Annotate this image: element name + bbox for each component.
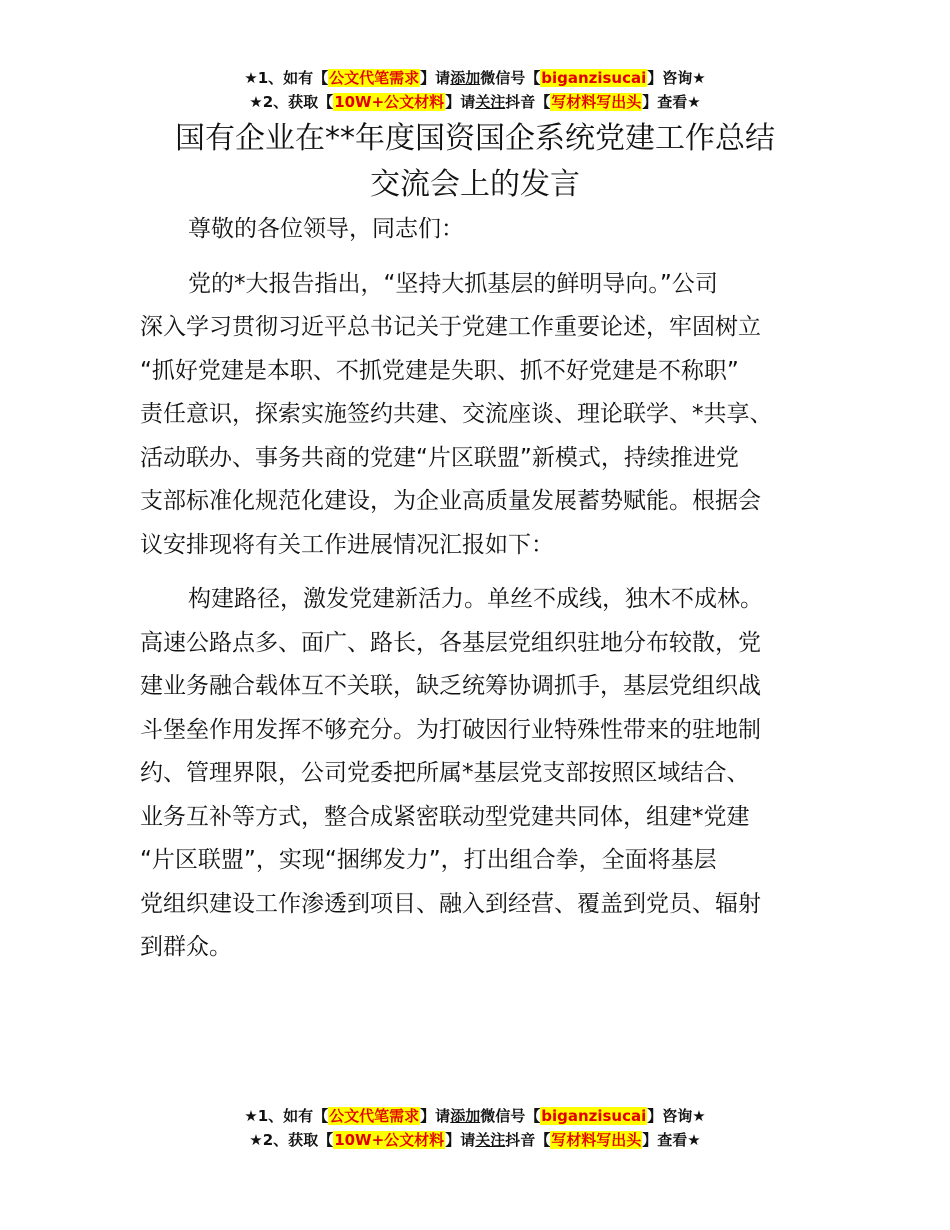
underlined-text: 添加 bbox=[450, 69, 481, 87]
banner-text: 】查看★ bbox=[642, 93, 701, 111]
banner-text: 微信号【 bbox=[480, 1107, 541, 1125]
paragraph-line: “抓好党建是本职、不抓党建是失职、抓不好党建是不称职” bbox=[140, 357, 739, 384]
title-line-1: 国有企业在**年度国资国企系统党建工作总结 bbox=[175, 121, 775, 156]
banner-text: 】请 bbox=[420, 1107, 451, 1125]
header-banner bbox=[0, 66, 950, 114]
banner-line-1 bbox=[0, 66, 950, 90]
banner-text: 】请 bbox=[445, 1131, 476, 1149]
paragraph-1 bbox=[140, 263, 820, 568]
paragraph-line: 斗堡垒作用发挥不够充分。为打破因行业特殊性带来的驻地制 bbox=[140, 716, 761, 743]
highlight-text: 公文代笔需求 bbox=[329, 69, 420, 87]
underlined-text: 关注 bbox=[475, 1131, 506, 1149]
paragraph-line: 深入学习贯彻习近平总书记关于党建工作重要论述，牢固树立 bbox=[140, 314, 761, 340]
highlight-text: 10W+公文材料 bbox=[334, 1131, 445, 1149]
footer-banner bbox=[0, 1104, 950, 1152]
paragraph-2 bbox=[140, 578, 820, 970]
paragraph-line: 业务互补等方式，整合成紧密联动型党建共同体，组建*党建 bbox=[140, 803, 750, 830]
highlight-text: biganzisucai bbox=[541, 1107, 647, 1125]
underlined-text: 添加 bbox=[450, 1107, 481, 1125]
paragraph-line: 约、管理界限，公司党委把所属*基层党支部按照区域结合、 bbox=[140, 760, 750, 786]
paragraph-line: 活动联办、事务共商的党建“片区联盟”新模式，持续推进党 bbox=[140, 444, 739, 471]
banner-text: ★2、获取【 bbox=[249, 1131, 334, 1149]
banner-text: 】咨询★ bbox=[647, 1107, 706, 1125]
paragraph-line: 议安排现将有关工作进展情况汇报如下： bbox=[140, 531, 554, 558]
paragraph-line: 党的*大报告指出，“坚持大抓基层的鲜明导向。”公司 bbox=[188, 270, 718, 297]
document-body bbox=[140, 208, 820, 981]
banner-line-2 bbox=[0, 1128, 950, 1152]
banner-text: ★2、获取【 bbox=[249, 93, 334, 111]
paragraph-line: 支部标准化规范化建设，为企业高质量发展蓄势赋能。根据会 bbox=[140, 488, 761, 514]
highlight-text: 10W+公文材料 bbox=[334, 93, 445, 111]
highlight-text: 写材料写出头 bbox=[551, 93, 642, 111]
banner-line-1 bbox=[0, 1104, 950, 1128]
paragraph-line: 高速公路点多、面广、路长，各基层党组织驻地分布较散，党 bbox=[140, 629, 761, 656]
banner-line-2 bbox=[0, 90, 950, 114]
banner-text: 】请 bbox=[445, 93, 476, 111]
underlined-text: 关注 bbox=[475, 93, 506, 111]
highlight-text: 公文代笔需求 bbox=[329, 1107, 420, 1125]
highlight-text: biganzisucai bbox=[541, 69, 647, 87]
banner-text: 微信号【 bbox=[480, 69, 541, 87]
paragraph-line: 责任意识，探索实施签约共建、交流座谈、理论联学、*共享、 bbox=[140, 401, 773, 427]
paragraph-line: 建业务融合载体互不关联，缺乏统筹协调抓手，基层党组织战 bbox=[140, 673, 761, 699]
banner-text: 抖音【 bbox=[505, 1131, 551, 1149]
salutation: 尊敬的各位领导，同志们： bbox=[188, 216, 464, 242]
title-line-2: 交流会上的发言 bbox=[370, 167, 580, 202]
paragraph-line: 到群众。 bbox=[140, 934, 232, 960]
banner-text: ★1、如有【 bbox=[244, 69, 329, 87]
highlight-text: 写材料写出头 bbox=[551, 1131, 642, 1149]
paragraph-line: 党组织建设工作渗透到项目、融入到经营、覆盖到党员、辐射 bbox=[140, 890, 761, 917]
banner-text: 抖音【 bbox=[505, 93, 551, 111]
paragraph-line: “片区联盟”，实现“捆绑发力”，打出组合拳，全面将基层 bbox=[140, 847, 717, 873]
banner-text: ★1、如有【 bbox=[244, 1107, 329, 1125]
paragraph-line: 构建路径，激发党建新活力。单丝不成线，独木不成林。 bbox=[188, 586, 763, 612]
banner-text: 】查看★ bbox=[642, 1131, 701, 1149]
banner-text: 】咨询★ bbox=[647, 69, 706, 87]
salutation-paragraph bbox=[140, 208, 820, 252]
banner-text: 】请 bbox=[420, 69, 451, 87]
document-title bbox=[0, 116, 950, 208]
